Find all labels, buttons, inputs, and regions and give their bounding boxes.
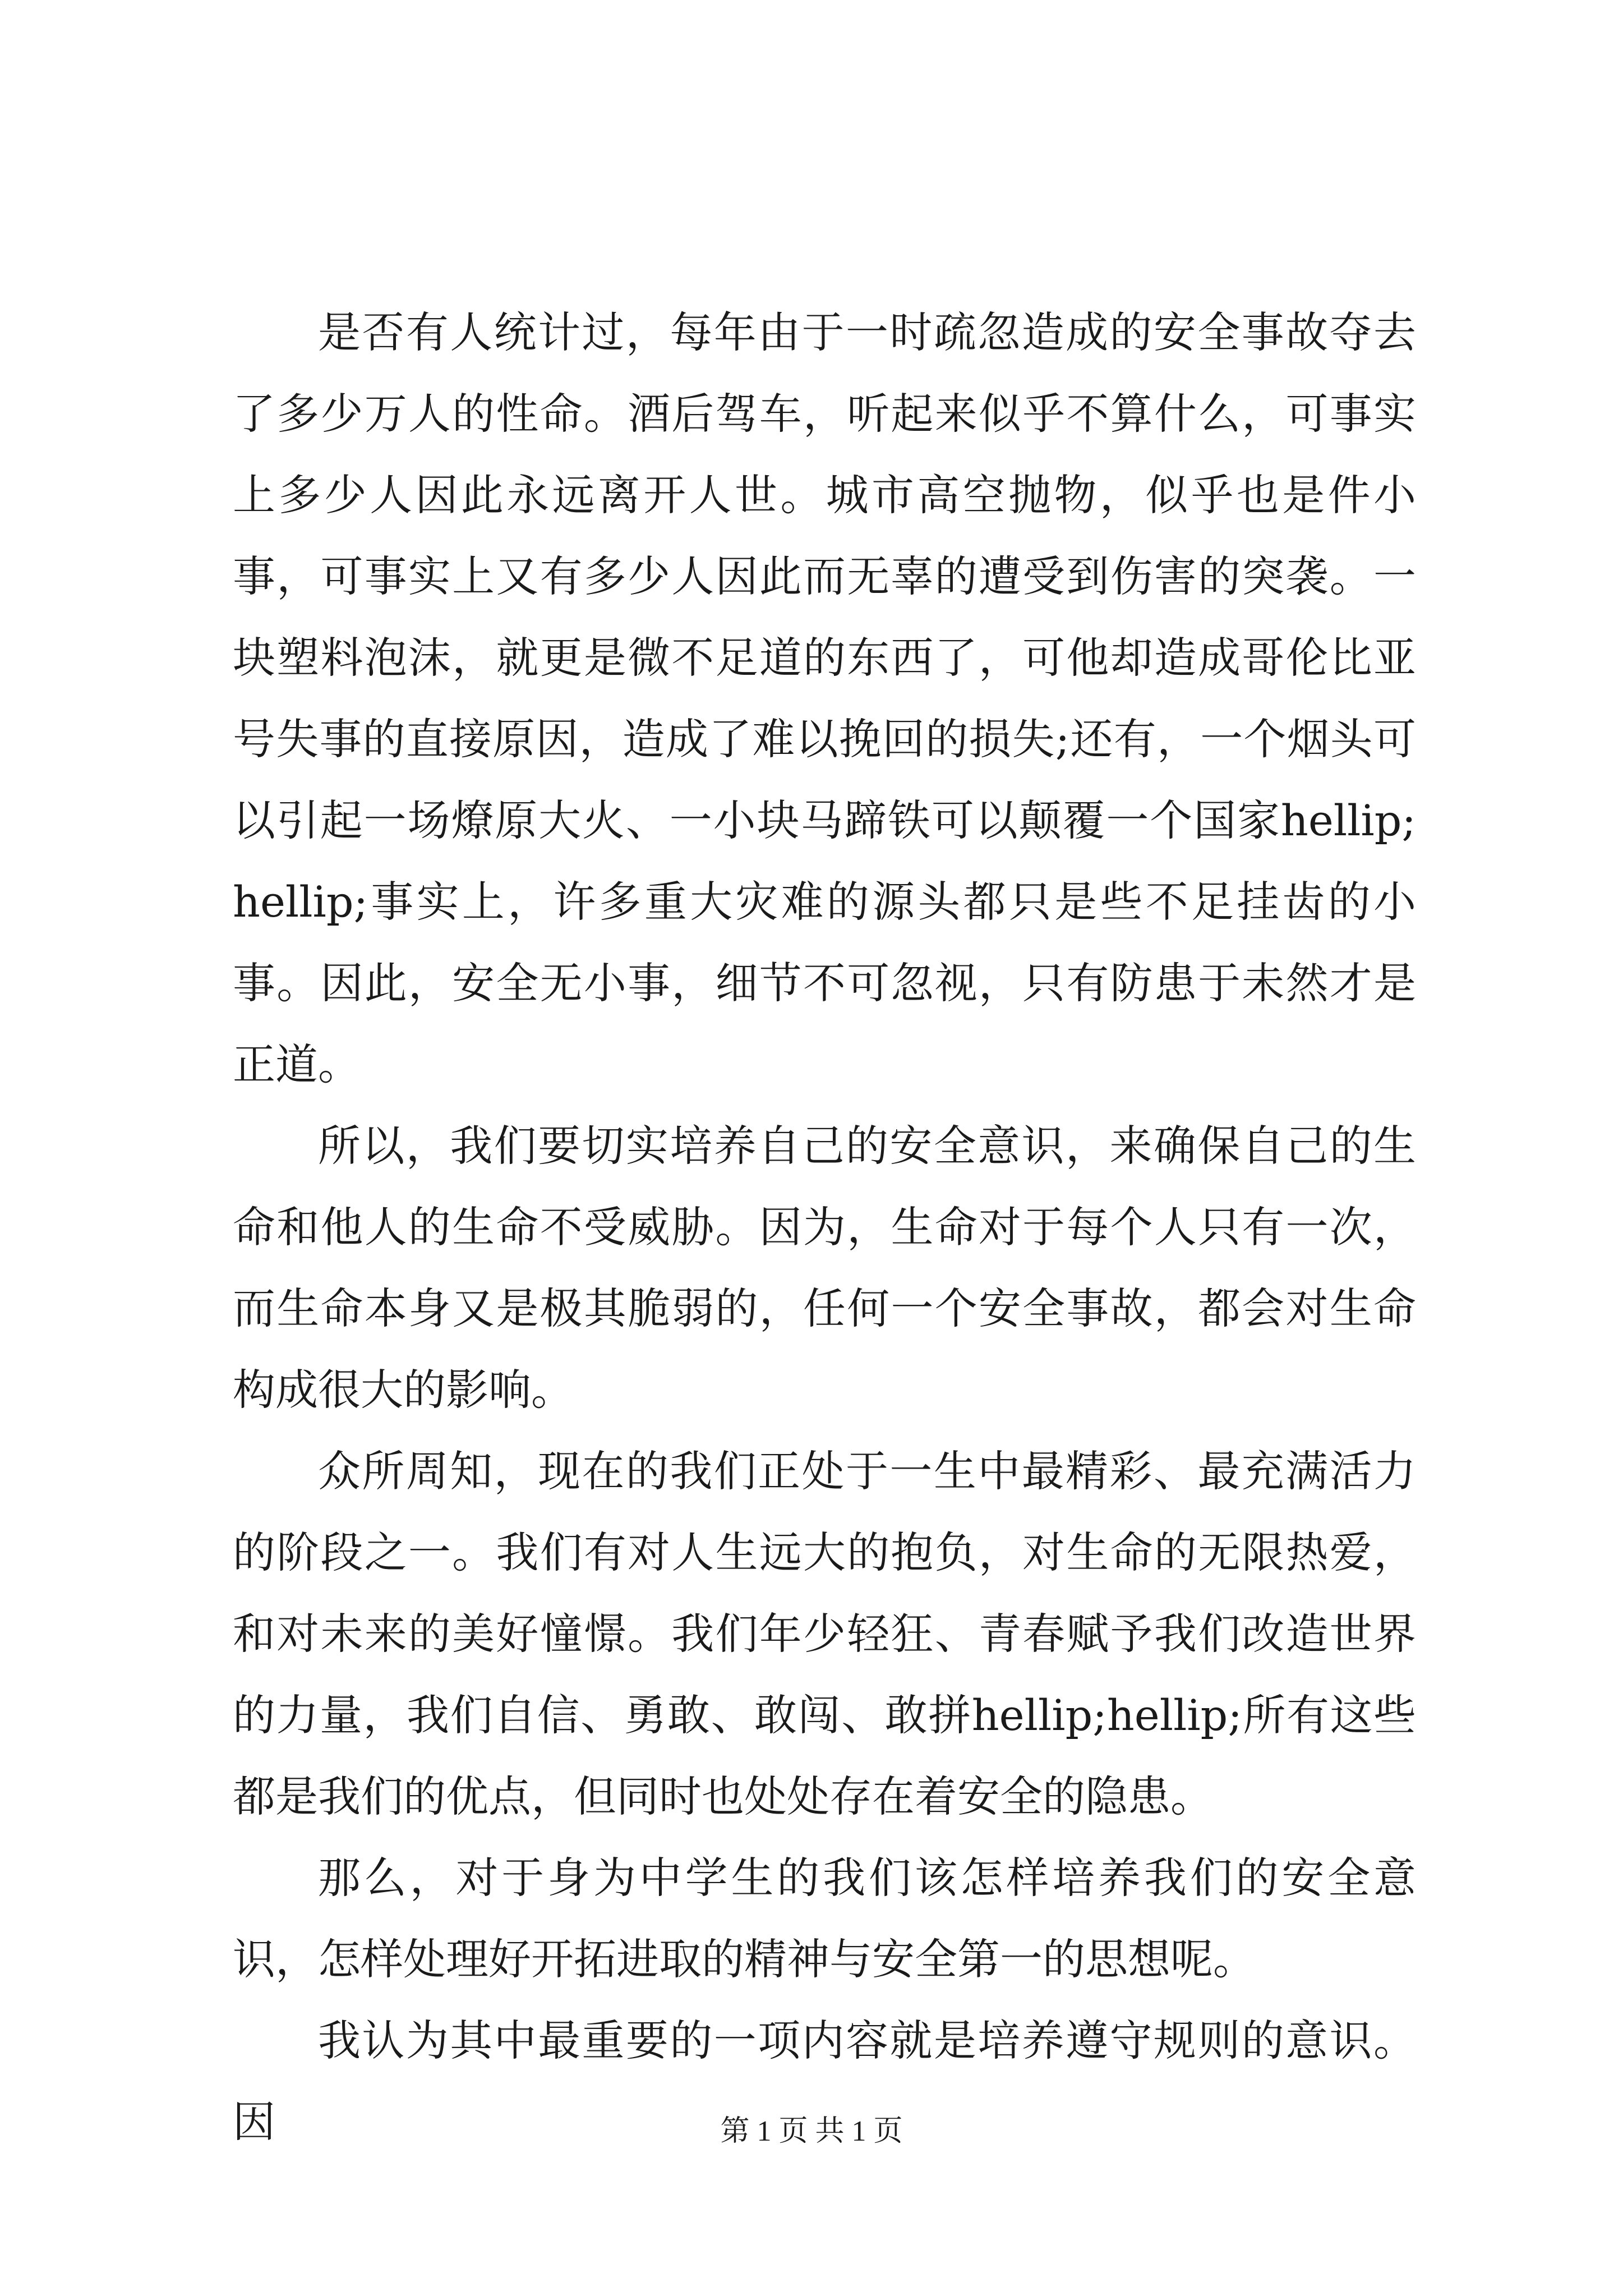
paragraph-1: 是否有人统计过，每年由于一时疏忽造成的安全事故夺去了多少万人的性命。酒后驾车，听起来似乎不算什么，可事实上多少人因此永远离开人世。城市高空抛物，似乎也是件小事，可事实上又有多少人因此而无辜的遭受到伤害的突袭。一块塑料泡沫，就更是微不足道的东西了，可他却造成哥伦比亚号失事的直接原因，造成了难以挽回的损失;还有，一个烟头可以引起一场燎原大火、一小块马蹄铁可以颠覆一个国家hellip;hellip;事实上，许多重大灾难的源头都只是些不足挂齿的小事。因此，安全无小事，细节不可忽视，只有防患于未然才是正道。	[233, 307, 1416, 1089]
paragraph-3: 众所周知，现在的我们正处于一生中最精彩、最充满活力的阶段之一。我们有对人生远大的抱负，对生命的无限热爱，和对未来的美好憧憬。我们年少轻狂、青春赋予我们改造世界的力量，我们自信、勇敢、敢闯、敢拼hellip;hellip;所有这些都是我们的优点，但同时也处处存在着安全的隐患。	[233, 1446, 1416, 1821]
paragraph-4: 那么，对于身为中学生的我们该怎样培养我们的安全意识，怎样处理好开拓进取的精神与安全第一的思想呢。	[233, 1853, 1416, 1984]
document-body	[233, 292, 1416, 2162]
paragraph-2: 所以，我们要切实培养自己的安全意识，来确保自己的生命和他人的生命不受威胁。因为，生命对于每个人只有一次，而生命本身又是极其脆弱的，任何一个安全事故，都会对生命构成很大的影响。	[233, 1121, 1416, 1415]
paragraph-5: 我认为其中最重要的一项内容就是培养遵守规则的意识。因	[233, 2016, 1416, 2147]
page-footer: 第 1 页 共 1 页	[720, 2115, 903, 2147]
